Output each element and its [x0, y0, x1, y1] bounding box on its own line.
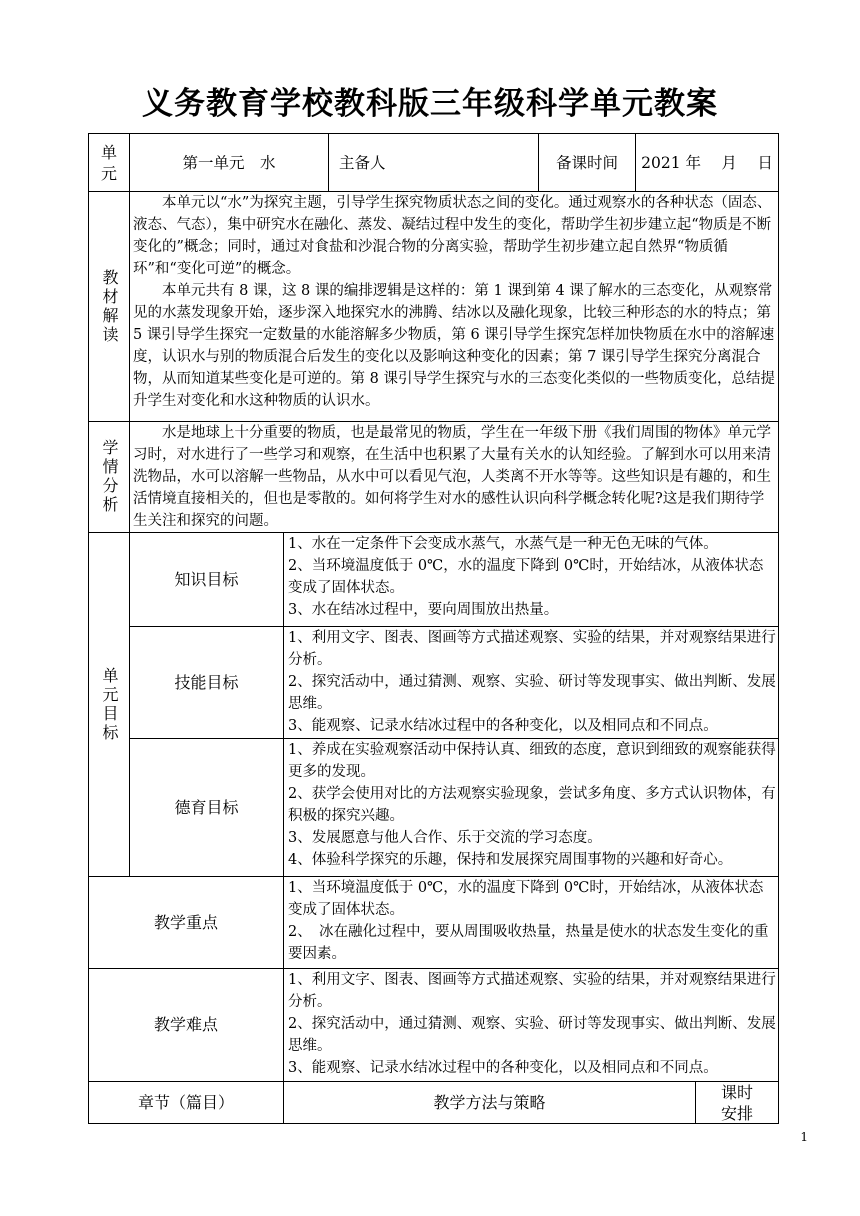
textbook-content [133, 192, 775, 421]
skill-goal-label: 技能目标 [174, 672, 239, 692]
key-points-label: 教学重点 [153, 912, 218, 932]
knowledge-goal-items [288, 533, 776, 626]
goal-item: 3、水在结冰过程中，要向周围放出热量。 [288, 602, 559, 618]
key-point-item: 2、 冰在融化过程中，要从周围吸收热量，热量是使水的状态发生变化的重要因素。 [288, 924, 769, 962]
knowledge-goal-label: 知识目标 [174, 569, 239, 589]
unit-value: 第一单元 水 [182, 153, 276, 172]
document-title: 义务教育学校教科版三年级科学单元教案 [142, 86, 718, 122]
key-point-item: 1、当环境温度低于 0℃，水的温度下降到 0℃时，开始结冰，从液体状态变成了固体状态。 [288, 880, 764, 918]
learner-content [133, 422, 775, 532]
textbook-label: 教材解读 [100, 268, 119, 345]
learner-label: 学情分析 [100, 439, 119, 515]
goal-item: 2、当环境温度低于 0℃，水的温度下降到 0℃时，开始结冰，从液体状态变成了固体状态。 [288, 558, 764, 596]
preparer-label: 主备人 [339, 153, 386, 172]
goal-item: 3、能观察、记录水结冰过程中的各种变化，以及相同点和不同点。 [288, 718, 718, 734]
prep-time-value: 2021 年 月 日 [641, 153, 773, 172]
skill-goal-items [288, 627, 776, 738]
goals-label: 单元目标 [100, 666, 119, 743]
lesson-plan-table [88, 133, 779, 1124]
difficulty-item: 3、能观察、记录水结冰过程中的各种变化，以及相同点和不同点。 [288, 1060, 718, 1076]
goal-item: 3、发展愿意与他人合作、乐于交流的学习态度。 [288, 830, 602, 846]
learner-paragraph: 水是地球上十分重要的物质，也是最常见的物质，学生在一年级下册《我们周围的物体》单元学习时，对水进行了一些学习和观察，在生活中也积累了大量有关水的认知经验。了解到水可以用来清洗物品，水可以溶解一些物品，从水中可以看见气泡，人类离不开水等等。这些知识是有趣的，和生活情境直接相关的，但也是零散的。如何将学生对水的感性认识向科学概念转化呢?这是我们期待学生关注和探究的问题。 [133, 425, 771, 529]
difficulty-item: 1、利用文字、图表、图画等方式描述观察、实验的结果，并对观察结果进行分析。 [288, 972, 776, 1010]
textbook-paragraph: 本单元以“水”为探究主题，引导学生探究物质状态之间的变化。通过观察水的各种状态（固态、液态、气态），集中研究水在融化、蒸发、凝结过程中发生的变化，帮助学生初步建立起“物质是不断变化的”概念；同时，通过对食盐和沙混合物的分离实验，帮助学生初步建立起自然界“物质循环”和“变化可逆”的概念。 [133, 195, 772, 277]
hours-header: 课时安排 [720, 1082, 753, 1123]
chapter-header: 章节（篇目） [137, 1092, 234, 1112]
prep-time-label: 备课时间 [555, 153, 618, 172]
difficulty-item: 2、探究活动中，通过猜测、观察、实验、研讨等发现事实、做出判断、发展思维。 [288, 1016, 776, 1054]
textbook-paragraph: 本单元共有 8 课，这 8 课的编排逻辑是这样的：第 1 课到第 4 课了解水的三态变化，从观察常见的水蒸发现象开始，逐步深入地探究水的沸腾、结冰以及融化现象，比较三种形态的水的特点；第 5 课引导学生探究一定数量的水能溶解多少物质，第 6 课引导学生探究怎样加快物质在水中的溶解速度，认识水与别的物质混合后发生的变化以及影响这种变化的因素；第 7 课引导学生探究分离混合物，从而知道某些变化是可逆的。第 8 课引导学生探究与水的三态变化类似的一些物质变化，总结提升学生对变化和水这种物质的认识水。 [133, 283, 775, 409]
method-header: 教学方法与策略 [433, 1092, 546, 1112]
goal-item: 1、养成在实验观察活动中保持认真、细致的态度，意识到细致的观察能获得更多的发现。 [288, 742, 776, 780]
moral-goal-items [288, 739, 776, 876]
goal-item: 2、探究活动中，通过猜测、观察、实验、研讨等发现事实、做出判断、发展思维。 [288, 674, 776, 712]
difficulties-label: 教学难点 [153, 1015, 218, 1034]
page-number: 1 [800, 1130, 808, 1144]
goal-item: 1、水在一定条件下会变成水蒸气，水蒸气是一种无色无味的气体。 [288, 536, 718, 552]
goal-item: 2、获学会使用对比的方法观察实验现象，尝试多角度、多方式认识物体，有积极的探究兴趣。 [288, 786, 776, 824]
difficulties-items [288, 969, 776, 1081]
unit-label: 单元 [100, 142, 117, 183]
goal-item: 1、利用文字、图表、图画等方式描述观察、实验的结果，并对观察结果进行分析。 [288, 630, 776, 668]
moral-goal-label: 德育目标 [174, 797, 239, 817]
key-points-items [288, 877, 776, 968]
goal-item: 4、体验科学探究的乐趣，保持和发展探究周围事物的兴趣和好奇心。 [288, 852, 733, 868]
preparer-value [429, 134, 538, 191]
